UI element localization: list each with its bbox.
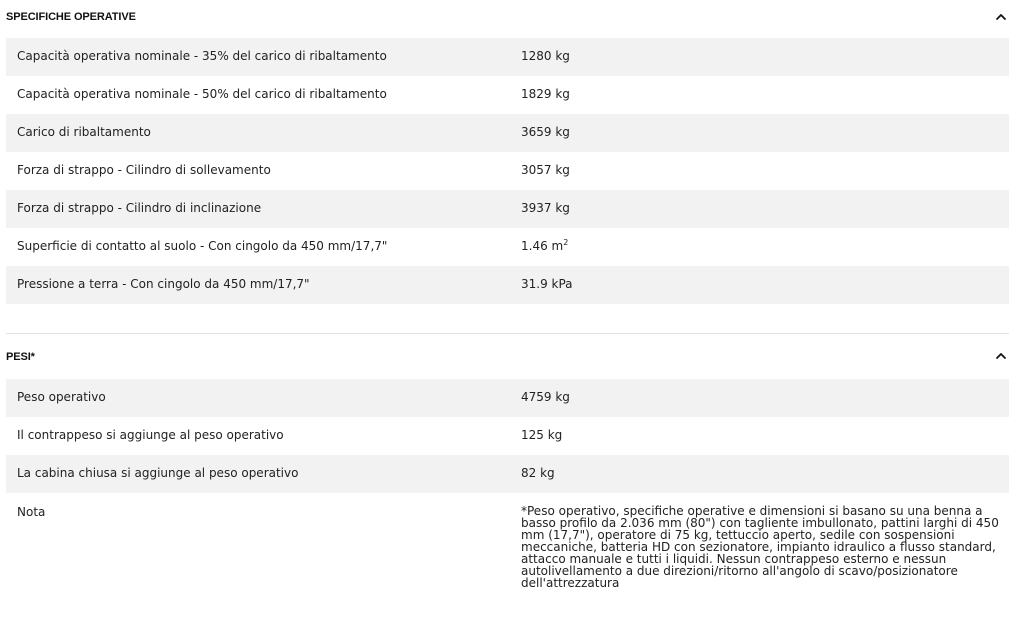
row-value (521, 239, 568, 253)
row-label: La cabina chiusa si aggiunge al peso operativo (17, 466, 299, 480)
value-text: 1.46 m (521, 239, 564, 253)
row-value: 82 kg (521, 466, 555, 480)
spec-table (6, 38, 1009, 304)
table-row (6, 76, 1009, 114)
table-row (6, 266, 1009, 304)
chevron-up-icon[interactable] (994, 10, 1008, 24)
row-label: Capacità operativa nominale - 35% del carico di ribaltamento (17, 49, 387, 63)
section-pesi (0, 334, 1024, 633)
note-row (6, 493, 1009, 633)
section-specifiche-operative (0, 0, 1024, 304)
row-value: 3937 kg (521, 201, 570, 215)
row-value: 4759 kg (521, 390, 570, 404)
section-header[interactable] (0, 334, 1024, 379)
section-title: PESI* (6, 351, 35, 363)
row-value: 1829 kg (521, 87, 570, 101)
row-value: 1280 kg (521, 49, 570, 63)
value-superscript: 2 (563, 238, 569, 247)
row-value: 3057 kg (521, 163, 570, 177)
table-row (6, 152, 1009, 190)
section-header[interactable] (0, 0, 1024, 38)
note-label: Nota (17, 505, 46, 519)
row-label: Capacità operativa nominale - 50% del carico di ribaltamento (17, 87, 387, 101)
spec-table (6, 379, 1009, 633)
row-label: Il contrappeso si aggiunge al peso operativo (17, 428, 284, 442)
table-row (6, 38, 1009, 76)
table-row (6, 228, 1009, 266)
chevron-up-icon[interactable] (994, 349, 1008, 363)
row-label: Pressione a terra - Con cingolo da 450 mm/17,7" (17, 277, 310, 291)
row-label: Carico di ribaltamento (17, 125, 151, 139)
row-label: Superficie di contatto al suolo - Con cingolo da 450 mm/17,7" (17, 239, 388, 253)
note-text: *Peso operativo, specifiche operative e dimensioni si basano su una benna a basso profilo da 2.036 mm (80") con tagliente imbullonato, pattini larghi di 450 mm (17,7"), operatore di 75 kg, tettuccio aperto, sedile con sospensioni meccaniche, batteria HD con sezionatore, impianto idraulico a flusso standard, attacco manuale e tutti i liquidi. Nessun contrappeso esterno e nessun autolivellamento a due direzioni/ritorno all'angolo di scavo/posizionatore dell'attrezzatura (521, 504, 999, 590)
row-value: 31.9 kPa (521, 277, 573, 291)
table-row (6, 190, 1009, 228)
row-value: 3659 kg (521, 125, 570, 139)
table-row (6, 455, 1009, 493)
row-label: Forza di strappo - Cilindro di sollevamento (17, 163, 271, 177)
row-value: 125 kg (521, 428, 563, 442)
table-row (6, 379, 1009, 417)
table-row (6, 417, 1009, 455)
table-row (6, 114, 1009, 152)
row-label: Peso operativo (17, 390, 106, 404)
section-title: SPECIFICHE OPERATIVE (6, 11, 136, 23)
row-label: Forza di strappo - Cilindro di inclinazione (17, 201, 262, 215)
